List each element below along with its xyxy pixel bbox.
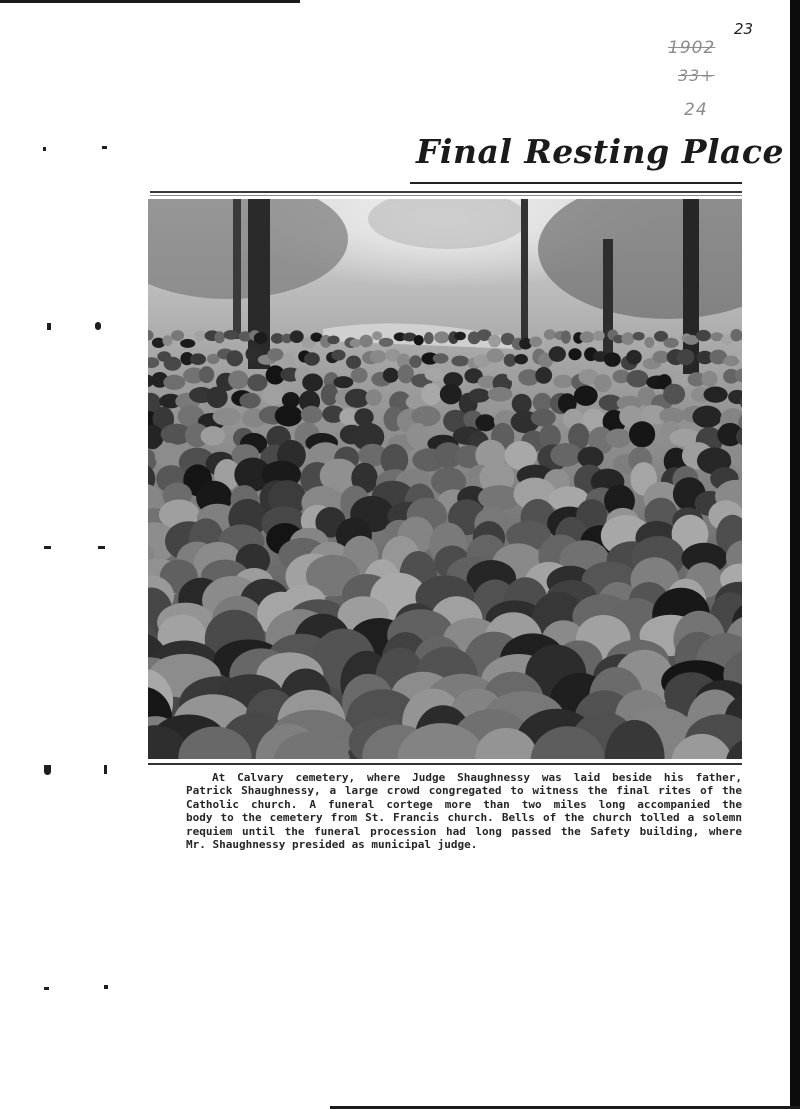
crowd-figure bbox=[629, 421, 655, 447]
crowd-figure bbox=[366, 389, 383, 405]
scan-edge-top bbox=[0, 0, 300, 3]
crowd-figure bbox=[568, 348, 581, 360]
crowd-figure bbox=[163, 375, 185, 390]
crowd-figure bbox=[487, 349, 505, 363]
crowd-figure bbox=[155, 443, 183, 468]
punch-mark bbox=[47, 323, 51, 330]
scan-edge-right bbox=[790, 0, 800, 1109]
crowd-figure bbox=[190, 353, 206, 365]
crowd-figure bbox=[199, 366, 214, 383]
crowd-figure bbox=[370, 350, 386, 363]
crowd-figure bbox=[407, 423, 429, 449]
punch-mark bbox=[104, 765, 107, 774]
crowd-figure bbox=[454, 332, 466, 341]
crowd-figure bbox=[550, 443, 582, 467]
crowd-figure bbox=[227, 350, 244, 366]
crowd-figure bbox=[440, 384, 462, 405]
crowd-figure bbox=[262, 384, 284, 405]
caption-line: body to the cemetery from St. Francis church. Bells of the church tolled a solemn bbox=[186, 811, 742, 825]
crowd-figure bbox=[164, 357, 182, 371]
crowd-figure bbox=[321, 384, 338, 406]
crowd-figure bbox=[372, 331, 382, 340]
crowd-figure bbox=[604, 352, 621, 366]
crowd-figure bbox=[692, 406, 721, 428]
crowd-figure bbox=[593, 331, 605, 341]
crowd-figure bbox=[409, 355, 421, 368]
crowd-figure bbox=[254, 332, 268, 344]
crowd-figure bbox=[529, 337, 542, 348]
crowd-figure bbox=[346, 356, 361, 369]
punch-mark bbox=[104, 985, 108, 989]
crowd-figure bbox=[701, 371, 717, 387]
crowd-figure bbox=[425, 368, 446, 381]
crowd-figure bbox=[334, 376, 354, 388]
crowd-figure bbox=[171, 330, 184, 341]
caption-line: Mr. Shaughnessy presided as municipal judge. bbox=[186, 838, 478, 852]
crowd-figure bbox=[351, 368, 368, 383]
crowd-figure bbox=[421, 383, 442, 405]
crowd-figure bbox=[574, 386, 598, 406]
crowd-figure bbox=[561, 331, 571, 344]
crowd-figure bbox=[424, 332, 434, 344]
crowd-figure bbox=[488, 387, 513, 402]
crowd-figure bbox=[549, 346, 566, 362]
photo-top-rule-thin bbox=[150, 195, 742, 196]
crowd-photo-drawing bbox=[148, 199, 742, 759]
caption-line: Patrick Shaughnessy, a large crowd congregated to witness the final rites of the bbox=[186, 784, 742, 798]
crowd-figure bbox=[514, 354, 528, 364]
crowd-figure bbox=[302, 374, 323, 392]
crowd-figure bbox=[544, 329, 556, 340]
crowd-figure bbox=[301, 406, 323, 424]
crowd-figure bbox=[383, 368, 399, 383]
crowd-figure bbox=[677, 349, 695, 365]
crowd-figure bbox=[512, 394, 532, 414]
crowd-figure bbox=[224, 330, 239, 340]
crowd-figure bbox=[451, 356, 468, 367]
crowd-figure bbox=[267, 348, 283, 361]
crowd-figure bbox=[433, 353, 449, 363]
crowd-figure bbox=[214, 331, 225, 343]
caption-line: requiem until the funeral procession had long passed the Safety building, where bbox=[186, 824, 742, 838]
crowd-figure bbox=[594, 374, 612, 392]
tree-trunk bbox=[603, 239, 613, 359]
crowd-figure bbox=[359, 335, 372, 348]
crowd-figure bbox=[239, 393, 260, 409]
crowd-figure bbox=[664, 338, 679, 348]
handwritten-note-1: 1902 bbox=[668, 38, 716, 58]
punch-mark bbox=[98, 546, 105, 549]
crowd bbox=[148, 329, 742, 759]
crowd-figure bbox=[469, 388, 490, 402]
crowd-figure bbox=[331, 350, 345, 361]
punch-mark bbox=[44, 546, 51, 549]
crowd-figure bbox=[504, 354, 517, 367]
crowd-figure bbox=[475, 414, 495, 431]
crowd-figure bbox=[379, 338, 394, 347]
crowd-figure bbox=[180, 339, 195, 348]
crowd-figure bbox=[162, 335, 172, 346]
crowd-figure bbox=[194, 330, 206, 341]
crowd-figure bbox=[290, 330, 304, 343]
crowd-figure bbox=[304, 352, 320, 365]
handwritten-note-3: 24 bbox=[684, 100, 708, 120]
crowd-figure bbox=[275, 405, 303, 427]
crowd-figure bbox=[633, 332, 645, 341]
crowd-figure bbox=[228, 370, 248, 389]
photo-caption bbox=[186, 771, 742, 851]
crowd-figure bbox=[627, 370, 649, 387]
crowd-figure bbox=[580, 331, 595, 342]
crowd-figure bbox=[663, 384, 685, 405]
punch-mark bbox=[95, 322, 101, 330]
headline: Final Resting Place bbox=[416, 132, 785, 171]
tree-trunk bbox=[683, 199, 699, 374]
crowd-figure bbox=[704, 387, 728, 403]
caption-rule bbox=[148, 763, 742, 765]
punch-mark bbox=[44, 987, 49, 990]
page-number: 23 bbox=[734, 20, 754, 38]
tree-trunk bbox=[233, 199, 241, 339]
crowd-figure bbox=[622, 332, 635, 345]
crowd-figure bbox=[247, 374, 267, 391]
tree-trunk bbox=[521, 199, 528, 349]
crowd-figure bbox=[488, 334, 500, 347]
crowd-figure bbox=[434, 331, 449, 343]
crowd-figure bbox=[730, 329, 742, 341]
crowd-figure bbox=[282, 353, 295, 367]
handwritten-note-2: 33+ bbox=[678, 66, 715, 85]
crowd-figure bbox=[327, 336, 339, 345]
headline-rule bbox=[410, 182, 742, 184]
crowd-figure bbox=[644, 337, 654, 348]
crowd-figure bbox=[531, 409, 556, 427]
photo-top-rule bbox=[150, 191, 742, 193]
crowd-figure bbox=[553, 375, 573, 388]
caption-line: At Calvary cemetery, where Judge Shaughnessy was laid beside his father, bbox=[212, 771, 742, 784]
crowd-figure bbox=[626, 350, 642, 365]
punch-mark bbox=[43, 147, 46, 151]
caption-line: Catholic church. A funeral cortege more than two miles long accompanied the bbox=[186, 797, 742, 811]
crowd-figure bbox=[535, 367, 552, 384]
punch-mark bbox=[102, 146, 107, 149]
crowd-figure bbox=[350, 339, 361, 348]
crowd-figure bbox=[414, 335, 424, 345]
crowd-figure bbox=[206, 387, 227, 409]
crowd-figure bbox=[213, 408, 241, 426]
crowd-photo bbox=[148, 199, 742, 759]
crowd-figure bbox=[201, 426, 225, 446]
crowd-figure bbox=[606, 429, 631, 448]
punch-mark bbox=[44, 765, 51, 775]
crowd-figure bbox=[696, 330, 711, 341]
